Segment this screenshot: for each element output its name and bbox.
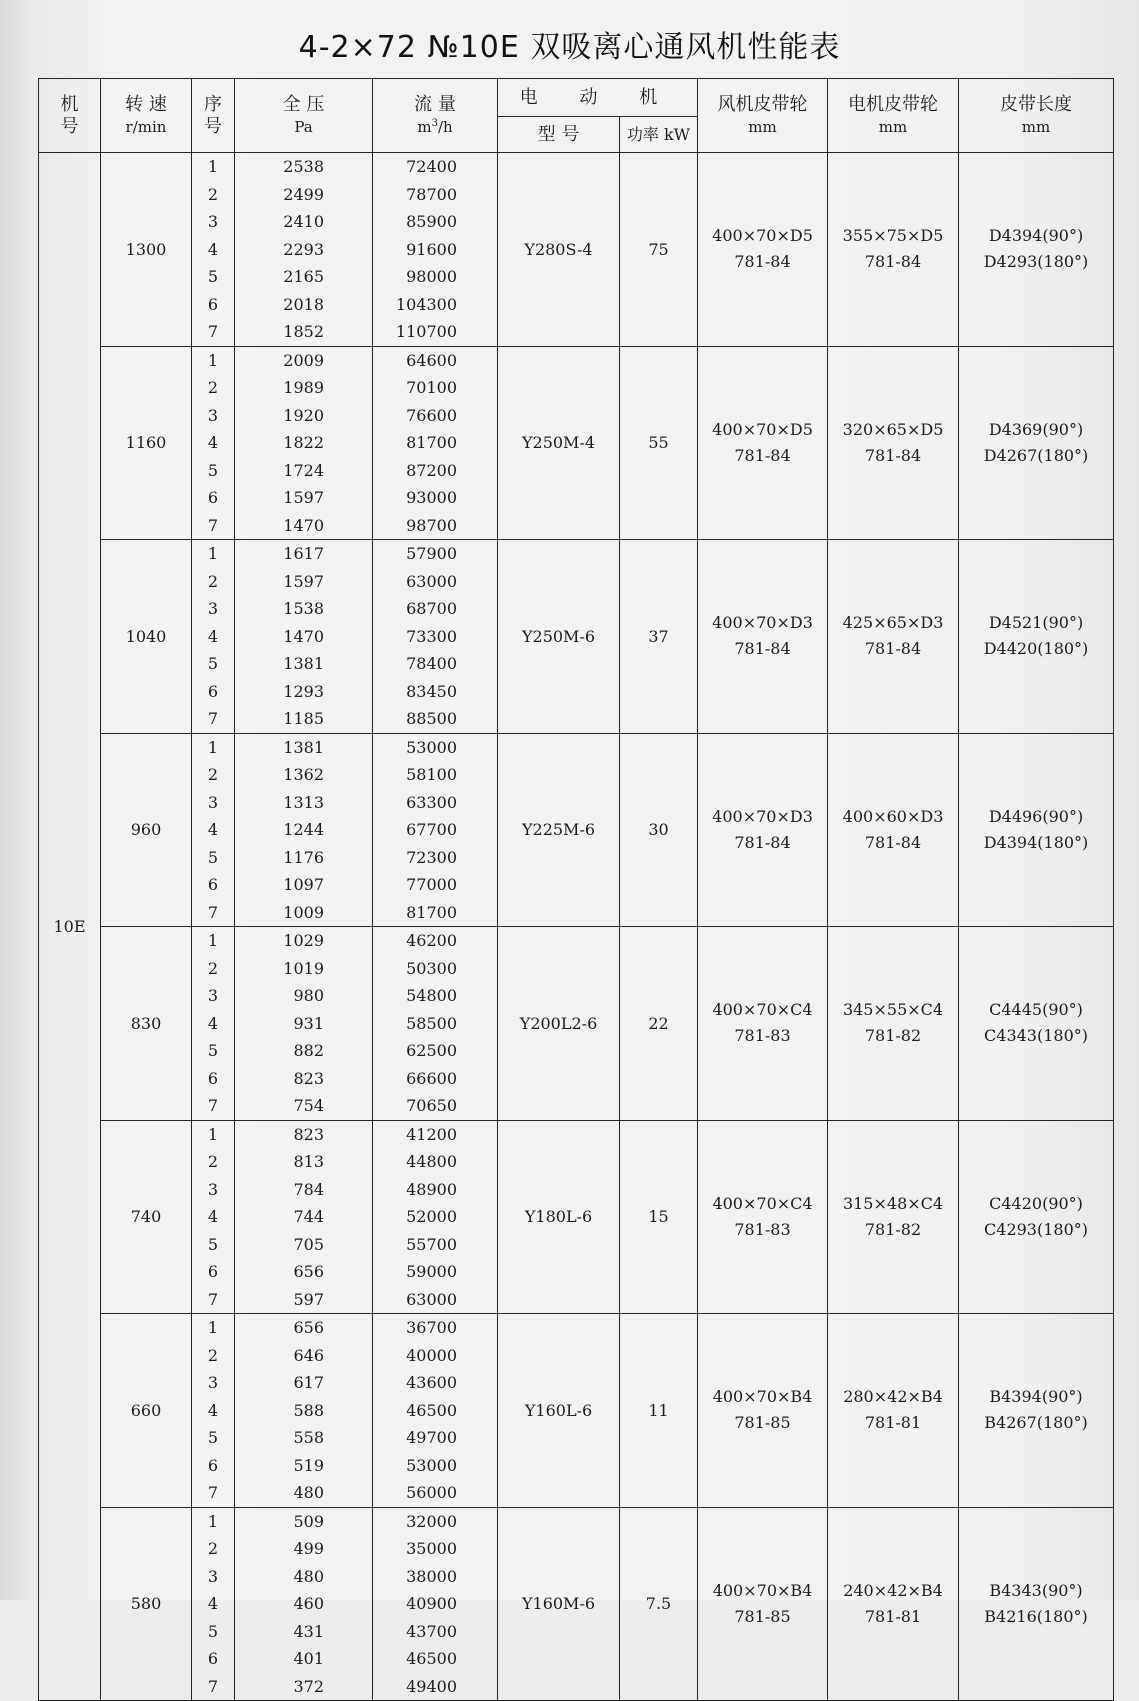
seq-value: 1 xyxy=(207,350,219,370)
pressure-value: 2293 xyxy=(283,239,324,259)
pressure-value: 2009 xyxy=(283,350,324,370)
flow-value: 35000 xyxy=(406,1539,457,1558)
seq-value: 5 xyxy=(207,1041,219,1060)
header-motor-group: 电 动 机 xyxy=(498,79,698,117)
pressure-value: 519 xyxy=(293,1455,324,1475)
pressure-value: 2538 xyxy=(283,157,324,176)
flow-value: 36700 xyxy=(406,1318,457,1337)
motor-power-cell: 55 xyxy=(620,346,698,540)
seq-value: 1 xyxy=(207,1511,219,1531)
fan-pulley-cell: 400×70×B4 781-85 xyxy=(698,1507,828,1701)
seq-value: 5 xyxy=(207,267,219,286)
seq-cell xyxy=(192,1314,235,1508)
motor-power-cell: 30 xyxy=(620,733,698,927)
pressure-value: 1852 xyxy=(283,322,324,341)
flow-value: 55700 xyxy=(406,1234,457,1254)
pressure-value: 2499 xyxy=(283,184,324,204)
seq-value: 7 xyxy=(207,1483,219,1502)
pressure-cell xyxy=(235,1120,373,1314)
speed-cell: 1040 xyxy=(101,540,192,734)
pressure-cell xyxy=(235,153,373,347)
pressure-value: 1185 xyxy=(283,709,324,728)
motor-pulley-cell: 400×60×D3 781-84 xyxy=(828,733,959,927)
header-motor-pulley: 电机皮带轮 mm xyxy=(828,79,959,153)
flow-cell xyxy=(373,1507,498,1701)
seq-value: 7 xyxy=(207,1289,219,1309)
seq-value: 1 xyxy=(207,931,219,950)
pressure-value: 597 xyxy=(293,1289,324,1309)
seq-value: 6 xyxy=(207,294,219,314)
flow-value: 91600 xyxy=(406,239,457,259)
pressure-value: 1019 xyxy=(283,958,324,978)
flow-value: 46500 xyxy=(406,1649,457,1668)
flow-value: 77000 xyxy=(406,875,457,894)
fan-pulley-cell: 400×70×C4 781-83 xyxy=(698,927,828,1121)
seq-value: 5 xyxy=(207,1428,219,1447)
seq-cell xyxy=(192,153,235,347)
header-belt-length: 皮带长度 mm xyxy=(959,79,1114,153)
seq-value: 4 xyxy=(207,433,219,452)
seq-value: 2 xyxy=(207,571,219,591)
speed-cell: 580 xyxy=(101,1507,192,1701)
flow-value: 32000 xyxy=(406,1511,457,1531)
pressure-cell xyxy=(235,540,373,734)
flow-value: 62500 xyxy=(406,1041,457,1060)
motor-pulley-cell: 280×42×B4 781-81 xyxy=(828,1314,959,1508)
seq-value: 3 xyxy=(207,1566,219,1586)
flow-value: 63000 xyxy=(406,1289,457,1309)
speed-group-row xyxy=(39,1120,1114,1314)
header-pressure: 全 压 Pa xyxy=(235,79,373,153)
pressure-value: 401 xyxy=(293,1649,324,1668)
pressure-cell xyxy=(235,927,373,1121)
seq-value: 7 xyxy=(207,709,219,728)
flow-value: 110700 xyxy=(395,322,457,341)
flow-value: 70650 xyxy=(406,1096,457,1115)
seq-value: 1 xyxy=(207,157,219,176)
seq-value: 7 xyxy=(207,322,219,341)
seq-value: 2 xyxy=(207,765,219,784)
flow-value: 81700 xyxy=(406,902,457,922)
seq-value: 6 xyxy=(207,1262,219,1281)
pressure-value: 1313 xyxy=(283,792,324,812)
flow-value: 59000 xyxy=(406,1262,457,1281)
seq-value: 5 xyxy=(207,460,219,480)
header-motor-type: 型 号 xyxy=(498,117,620,153)
pressure-value: 617 xyxy=(293,1373,324,1392)
motor-type-cell: Y225M-6 xyxy=(498,733,620,927)
flow-value: 98000 xyxy=(406,267,457,286)
flow-value: 57900 xyxy=(406,544,457,563)
pressure-value: 558 xyxy=(293,1428,324,1447)
pressure-value: 882 xyxy=(293,1041,324,1060)
flow-value: 40900 xyxy=(406,1594,457,1613)
flow-cell xyxy=(373,733,498,927)
header-flow: 流 量 $m^3/h$ xyxy=(373,79,498,153)
motor-pulley-cell: 345×55×C4 781-82 xyxy=(828,927,959,1121)
speed-cell: 1300 xyxy=(101,153,192,347)
pressure-cell xyxy=(235,1314,373,1508)
machine-no: 10E xyxy=(53,916,86,936)
seq-value: 5 xyxy=(207,1234,219,1254)
flow-value: 49400 xyxy=(406,1676,457,1696)
motor-power-cell: 7.5 xyxy=(620,1507,698,1701)
flow-value: 67700 xyxy=(406,820,457,839)
seq-value: 3 xyxy=(207,599,219,618)
pressure-value: 980 xyxy=(293,986,324,1005)
pressure-value: 1538 xyxy=(283,599,324,618)
fan-pulley-cell: 400×70×C4 781-83 xyxy=(698,1120,828,1314)
flow-value: 93000 xyxy=(406,488,457,507)
pressure-value: 1617 xyxy=(283,544,324,563)
pressure-value: 1029 xyxy=(283,931,324,950)
pressure-value: 754 xyxy=(293,1096,324,1115)
pressure-value: 813 xyxy=(293,1152,324,1171)
seq-cell xyxy=(192,733,235,927)
pressure-value: 588 xyxy=(293,1400,324,1420)
pressure-value: 480 xyxy=(293,1483,324,1502)
fan-pulley-cell: 400×70×B4 781-85 xyxy=(698,1314,828,1508)
seq-value: 6 xyxy=(207,1455,219,1475)
flow-value: 53000 xyxy=(406,1455,457,1475)
flow-value: 64600 xyxy=(406,350,457,370)
flow-value: 81700 xyxy=(406,433,457,452)
motor-type-cell: Y160M-6 xyxy=(498,1507,620,1701)
speed-cell: 830 xyxy=(101,927,192,1121)
seq-value: 4 xyxy=(207,239,219,259)
motor-type-cell: Y160L-6 xyxy=(498,1314,620,1508)
seq-value: 4 xyxy=(207,1013,219,1033)
pressure-cell xyxy=(235,346,373,540)
flow-value: 88500 xyxy=(406,709,457,728)
seq-value: 7 xyxy=(207,1676,219,1696)
pressure-value: 1822 xyxy=(283,433,324,452)
pressure-value: 509 xyxy=(293,1511,324,1531)
flow-value: 98700 xyxy=(406,515,457,535)
motor-power-cell: 11 xyxy=(620,1314,698,1508)
flow-value: 87200 xyxy=(406,460,457,480)
belt-length-cell: B4394(90°) B4267(180°) xyxy=(959,1314,1114,1508)
pressure-value: 646 xyxy=(293,1345,324,1365)
seq-cell xyxy=(192,927,235,1121)
flow-value: 44800 xyxy=(406,1152,457,1171)
seq-value: 6 xyxy=(207,1649,219,1668)
seq-value: 4 xyxy=(207,1207,219,1226)
speed-group-row xyxy=(39,346,1114,540)
flow-value: 70100 xyxy=(406,378,457,397)
speed-cell: 960 xyxy=(101,733,192,927)
seq-value: 2 xyxy=(207,378,219,397)
header-fan-pulley: 风机皮带轮 mm xyxy=(698,79,828,153)
seq-value: 2 xyxy=(207,1539,219,1558)
seq-value: 7 xyxy=(207,1096,219,1115)
flow-value: 66600 xyxy=(406,1068,457,1088)
pressure-value: 705 xyxy=(293,1234,324,1254)
pressure-cell xyxy=(235,733,373,927)
speed-cell: 1160 xyxy=(101,346,192,540)
seq-value: 1 xyxy=(207,737,219,757)
flow-value: 76600 xyxy=(406,405,457,425)
seq-value: 2 xyxy=(207,184,219,204)
flow-value: 54800 xyxy=(406,986,457,1005)
motor-power-cell: 37 xyxy=(620,540,698,734)
belt-length-cell: C4445(90°) C4343(180°) xyxy=(959,927,1114,1121)
fan-pulley-cell: 400×70×D3 781-84 xyxy=(698,540,828,734)
pressure-value: 1381 xyxy=(283,737,324,757)
flow-value: 40000 xyxy=(406,1345,457,1365)
seq-value: 2 xyxy=(207,1152,219,1171)
seq-value: 2 xyxy=(207,958,219,978)
flow-value: 41200 xyxy=(406,1124,457,1144)
belt-length-cell: D4369(90°) D4267(180°) xyxy=(959,346,1114,540)
seq-value: 5 xyxy=(207,1621,219,1641)
performance-table xyxy=(38,78,1114,1701)
motor-power-cell: 22 xyxy=(620,927,698,1121)
belt-length-cell: C4420(90°) C4293(180°) xyxy=(959,1120,1114,1314)
pressure-value: 460 xyxy=(293,1594,324,1613)
flow-cell xyxy=(373,153,498,347)
fan-pulley-cell: 400×70×D5 781-84 xyxy=(698,346,828,540)
pressure-value: 431 xyxy=(293,1621,324,1641)
pressure-value: 2165 xyxy=(283,267,324,286)
seq-value: 7 xyxy=(207,902,219,922)
speed-cell: 660 xyxy=(101,1314,192,1508)
motor-pulley-cell: 320×65×D5 781-84 xyxy=(828,346,959,540)
seq-value: 6 xyxy=(207,875,219,894)
flow-value: 52000 xyxy=(406,1207,457,1226)
speed-group-row xyxy=(39,1507,1114,1701)
seq-value: 2 xyxy=(207,1345,219,1365)
flow-value: 85900 xyxy=(406,212,457,231)
pressure-value: 744 xyxy=(293,1207,324,1226)
page-title: 4-2×72 №10E 双吸离心通风机性能表 xyxy=(298,30,841,65)
seq-value: 1 xyxy=(207,1124,219,1144)
flow-cell xyxy=(373,1120,498,1314)
pressure-value: 480 xyxy=(293,1566,324,1586)
pressure-value: 1989 xyxy=(283,378,324,397)
flow-value: 46500 xyxy=(406,1400,457,1420)
seq-value: 3 xyxy=(207,212,219,231)
seq-cell xyxy=(192,1120,235,1314)
pressure-value: 1470 xyxy=(283,515,324,535)
seq-value: 6 xyxy=(207,1068,219,1088)
motor-type-cell: Y250M-6 xyxy=(498,540,620,734)
pressure-value: 1293 xyxy=(283,681,324,701)
pressure-value: 499 xyxy=(293,1539,324,1558)
seq-value: 3 xyxy=(207,1179,219,1199)
seq-value: 7 xyxy=(207,515,219,535)
machine-no-cell xyxy=(39,153,101,1701)
flow-value: 72400 xyxy=(406,157,457,176)
flow-value: 49700 xyxy=(406,1428,457,1447)
flow-value: 46200 xyxy=(406,931,457,950)
pressure-value: 372 xyxy=(293,1676,324,1696)
speed-cell: 740 xyxy=(101,1120,192,1314)
motor-type-cell: Y180L-6 xyxy=(498,1120,620,1314)
flow-value: 43700 xyxy=(406,1621,457,1641)
pressure-value: 1244 xyxy=(283,820,324,839)
speed-group-row xyxy=(39,927,1114,1121)
pressure-value: 784 xyxy=(293,1179,324,1199)
speed-group-row xyxy=(39,153,1114,347)
pressure-value: 1097 xyxy=(283,875,324,894)
seq-value: 1 xyxy=(207,1318,219,1337)
seq-value: 3 xyxy=(207,792,219,812)
pressure-value: 1362 xyxy=(283,765,324,784)
flow-value: 104300 xyxy=(395,294,457,314)
motor-power-cell: 15 xyxy=(620,1120,698,1314)
pressure-cell xyxy=(235,1507,373,1701)
motor-pulley-cell: 240×42×B4 781-81 xyxy=(828,1507,959,1701)
flow-value: 63300 xyxy=(406,792,457,812)
fan-pulley-cell: 400×70×D5 781-84 xyxy=(698,153,828,347)
pressure-value: 2410 xyxy=(283,212,324,231)
seq-value: 4 xyxy=(207,820,219,839)
seq-value: 6 xyxy=(207,681,219,701)
seq-value: 3 xyxy=(207,1373,219,1392)
belt-length-cell: D4394(90°) D4293(180°) xyxy=(959,153,1114,347)
flow-value: 72300 xyxy=(406,847,457,867)
flow-value: 58100 xyxy=(406,765,457,784)
pressure-value: 823 xyxy=(293,1124,324,1144)
seq-value: 5 xyxy=(207,847,219,867)
pressure-value: 1597 xyxy=(283,488,324,507)
flow-value: 73300 xyxy=(406,626,457,646)
flow-cell xyxy=(373,1314,498,1508)
flow-value: 78400 xyxy=(406,654,457,673)
flow-value: 68700 xyxy=(406,599,457,618)
flow-value: 48900 xyxy=(406,1179,457,1199)
speed-group-row xyxy=(39,1314,1114,1508)
seq-value: 4 xyxy=(207,626,219,646)
pressure-value: 1176 xyxy=(283,847,324,867)
flow-cell xyxy=(373,540,498,734)
speed-group-row xyxy=(39,733,1114,927)
belt-length-cell: D4521(90°) D4420(180°) xyxy=(959,540,1114,734)
motor-type-cell: Y250M-4 xyxy=(498,346,620,540)
flow-value: 43600 xyxy=(406,1373,457,1392)
flow-cell xyxy=(373,346,498,540)
pressure-value: 656 xyxy=(293,1318,324,1337)
pressure-value: 1597 xyxy=(283,571,324,591)
motor-pulley-cell: 355×75×D5 781-84 xyxy=(828,153,959,347)
seq-value: 3 xyxy=(207,405,219,425)
motor-type-cell: Y200L2-6 xyxy=(498,927,620,1121)
flow-value: 63000 xyxy=(406,571,457,591)
flow-value: 56000 xyxy=(406,1483,457,1502)
flow-value: 58500 xyxy=(406,1013,457,1033)
speed-group-row xyxy=(39,540,1114,734)
header-seq: 序 号 xyxy=(192,79,235,153)
flow-value: 78700 xyxy=(406,184,457,204)
pressure-value: 823 xyxy=(293,1068,324,1088)
seq-value: 1 xyxy=(207,544,219,563)
belt-length-cell: D4496(90°) D4394(180°) xyxy=(959,733,1114,927)
header-speed: 转 速 r/min xyxy=(101,79,192,153)
pressure-value: 1470 xyxy=(283,626,324,646)
motor-power-cell: 75 xyxy=(620,153,698,347)
flow-value: 38000 xyxy=(406,1566,457,1586)
header-machine-no: 机 号 xyxy=(39,79,101,153)
pressure-value: 1381 xyxy=(283,654,324,673)
flow-value: 50300 xyxy=(406,958,457,978)
seq-value: 6 xyxy=(207,488,219,507)
pressure-value: 931 xyxy=(293,1013,324,1033)
flow-cell xyxy=(373,927,498,1121)
pressure-value: 1009 xyxy=(283,902,324,922)
seq-cell xyxy=(192,346,235,540)
seq-value: 4 xyxy=(207,1400,219,1420)
fan-pulley-cell: 400×70×D3 781-84 xyxy=(698,733,828,927)
seq-cell xyxy=(192,540,235,734)
pressure-value: 1724 xyxy=(283,460,324,480)
pressure-value: 2018 xyxy=(283,294,324,314)
flow-value: 83450 xyxy=(406,681,457,701)
seq-cell xyxy=(192,1507,235,1701)
flow-value: 53000 xyxy=(406,737,457,757)
belt-length-cell: B4343(90°) B4216(180°) xyxy=(959,1507,1114,1701)
motor-pulley-cell: 425×65×D3 781-84 xyxy=(828,540,959,734)
motor-type-cell: Y280S-4 xyxy=(498,153,620,347)
pressure-value: 1920 xyxy=(283,405,324,425)
seq-value: 5 xyxy=(207,654,219,673)
seq-value: 3 xyxy=(207,986,219,1005)
header-motor-power: 功率 kW xyxy=(620,117,698,153)
pressure-value: 656 xyxy=(293,1262,324,1281)
seq-value: 4 xyxy=(207,1594,219,1613)
motor-pulley-cell: 315×48×C4 781-82 xyxy=(828,1120,959,1314)
